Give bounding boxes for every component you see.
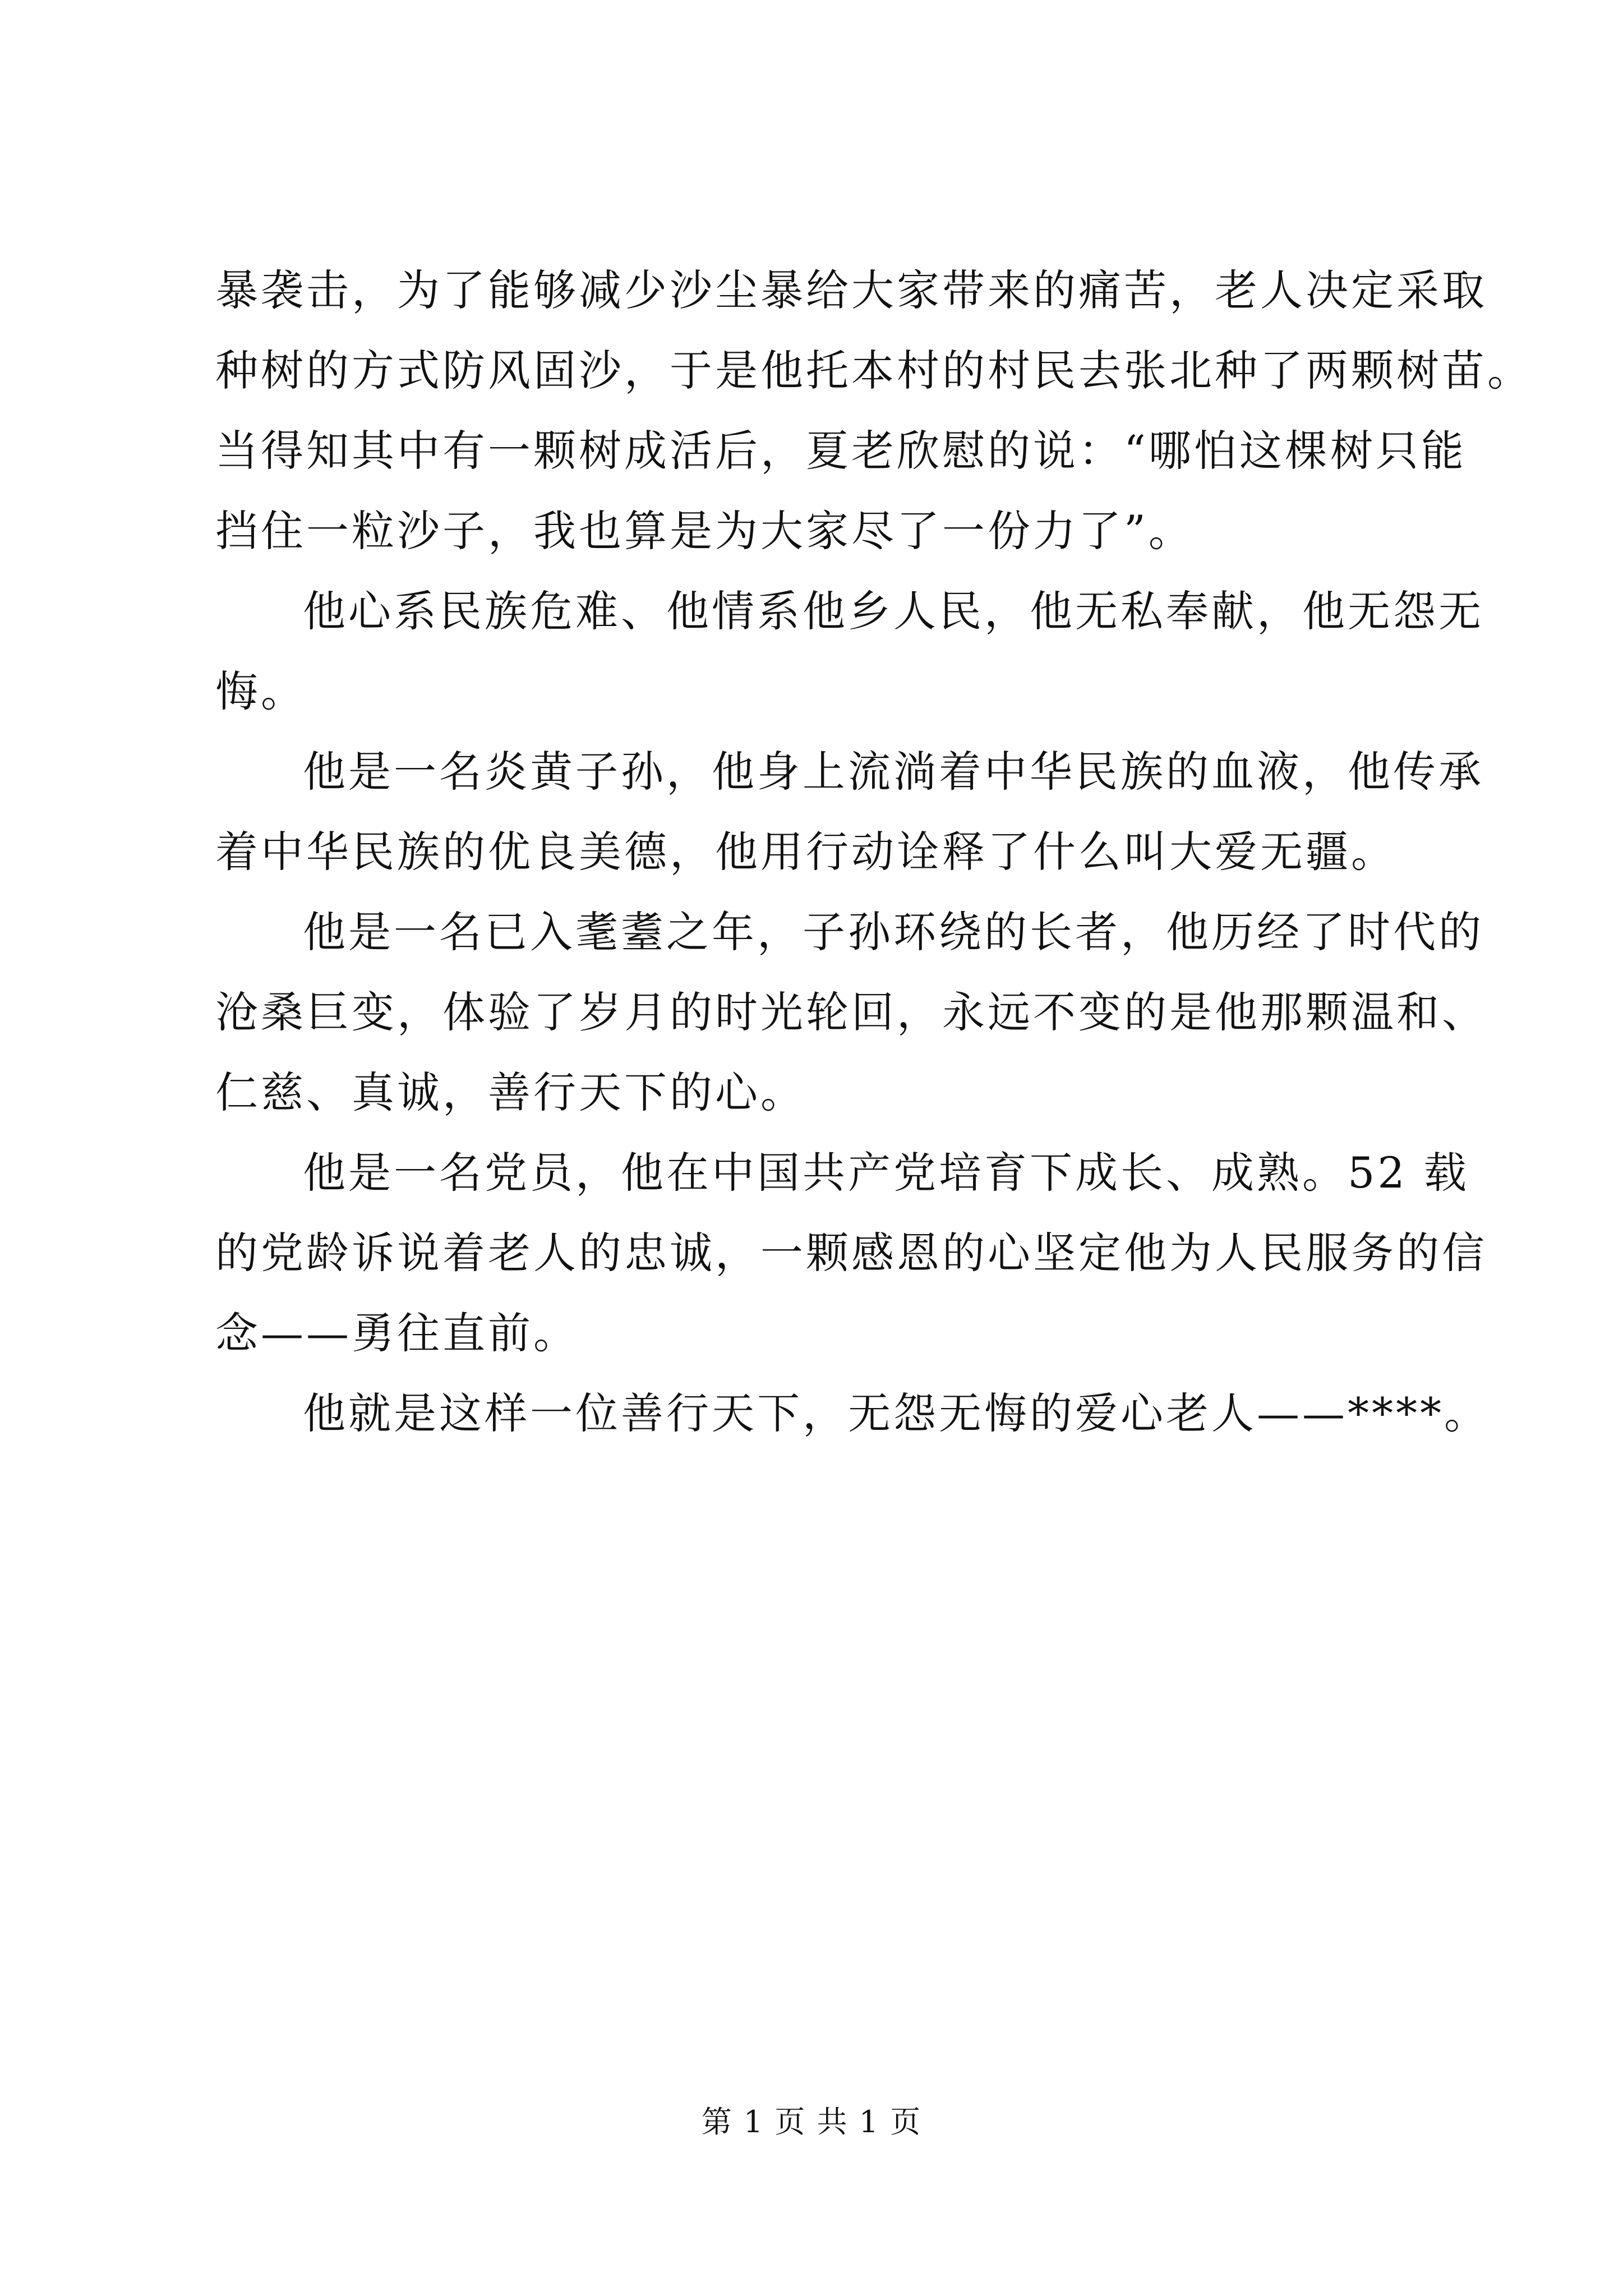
text-line: 着中华民族的优良美德，他用行动诠释了什么叫大爱无疆。 — [215, 827, 1396, 877]
paragraph-start-line: 他心系民族危难、他情系他乡人民，他无私奉献，他无怨无 — [303, 586, 1484, 636]
paragraph-start-line: 他是一名炎黄子孙，他身上流淌着中华民族的血液，他传承 — [303, 747, 1484, 797]
text-line: 悔。 — [215, 666, 306, 716]
text-line: 种树的方式防风固沙，于是他托本村的村民去张北种了两颗树苗。 — [215, 346, 1533, 395]
text-line: 当得知其中有一颗树成活后，夏老欣慰的说：“哪怕这棵树只能 — [215, 426, 1467, 476]
text-line: 挡住一粒沙子，我也算是为大家尽了一份力了”。 — [215, 506, 1194, 556]
paragraph-start-line: 他就是这样一位善行天下，无怨无悔的爱心老人——****。 — [303, 1388, 1490, 1438]
text-line: 仁慈、真诚，善行天下的心。 — [215, 1068, 806, 1117]
text-line: 念——勇往直前。 — [215, 1308, 579, 1358]
text-line: 沧桑巨变，体验了岁月的时光轮回，永远不变的是他那颗温和、 — [215, 987, 1487, 1037]
page-footer: 第 1 页 共 1 页 — [701, 2104, 922, 2139]
text-line: 的党龄诉说着老人的忠诚，一颗感恩的心坚定他为人民服务的信 — [215, 1228, 1487, 1278]
paragraph-start-line: 他是一名党员，他在中国共产党培育下成长、成熟。52 载 — [303, 1148, 1469, 1198]
text-line: 暴袭击，为了能够减少沙尘暴给大家带来的痛苦，老人决定采取 — [215, 265, 1487, 315]
paragraph-start-line: 他是一名已入耄耋之年，子孙环绕的长者，他历经了时代的 — [303, 907, 1484, 957]
